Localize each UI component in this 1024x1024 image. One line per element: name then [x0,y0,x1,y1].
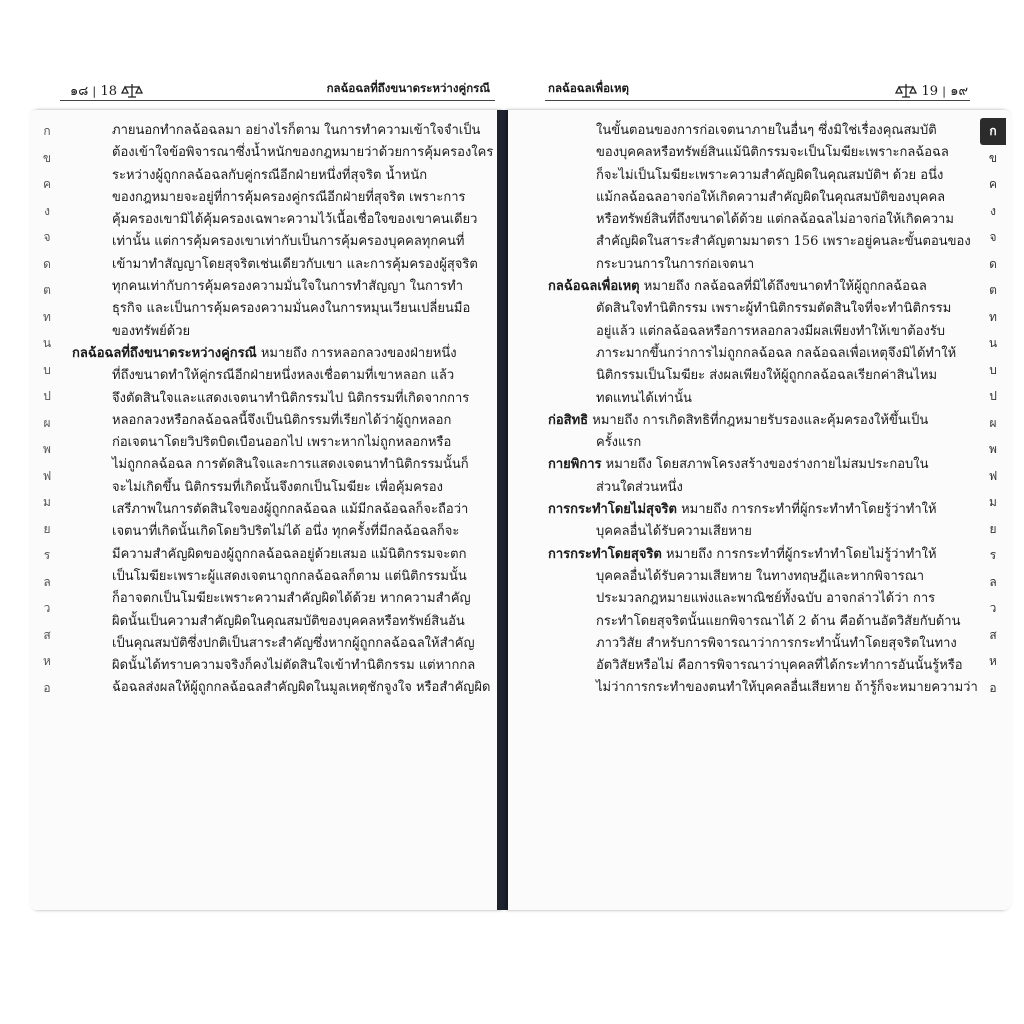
text-line [548,454,978,476]
right-thumb-index [980,118,1006,701]
line-text: ก็อาจตกเป็นโมฆียะเพราะความสำคัญผิดได้ด้วย หากความสำคัญ [112,591,471,607]
text-line [548,388,978,410]
line-text: ของบุคคลหรือทรัพย์สินแม้นิติกรรมจะเป็นโมฆียะเพราะกลฉ้อฉล [596,145,949,161]
right-body-text [548,120,978,700]
index-tab[interactable]: อ [989,680,997,695]
text-line [72,566,493,588]
line-text: ธุรกิจ และเป็นการคุ้มครองความมั่นคงในการหมุนเวียนเปลี่ยนมือ [112,301,471,317]
text-line [72,321,493,343]
index-tab[interactable]: ก [43,124,51,138]
line-text: เป็นโมฆียะเพราะผู้แสดงเจตนาถูกกลฉ้อฉลก็ตาม แต่นิติกรรมนั้น [112,568,467,584]
index-tab[interactable]: ฟ [988,468,998,483]
line-text: เข้ามาทำสัญญาโดยสุจริตเช่นเดียวกับเขา และการคุ้มครองผู้สุจริต [112,256,478,272]
text-line [72,611,493,633]
left-body-text [72,120,493,700]
text-line [548,499,978,521]
text-line [548,231,978,253]
line-text: หมายถึง กลฉ้อฉลที่มิได้ถึงขนาดทำให้ผู้ถูกกลฉ้อฉล [639,279,927,295]
right-page-number: 19 [921,84,939,99]
glossary-term: กายพิการ [548,457,602,473]
index-tab[interactable]: ส [989,627,997,642]
line-text: จึงตัดสินใจและแสดงเจตนาทำนิติกรรมไป นิติกรรมที่เกิดจากการ [112,390,470,406]
line-text: ไม่ถูกกลฉ้อฉล การตัดสินใจและการแสดงเจตนาทำนิติกรรมนั้นก็ [112,457,469,473]
text-line [548,298,978,320]
text-line [72,477,493,499]
text-line [548,588,978,610]
text-line [72,499,493,521]
left-running-title: กลฉ้อฉลที่ถึงขนาดระหว่างคู่กรณี [326,81,490,95]
glossary-term: การกระทำโดยสุจริต [548,546,662,562]
text-line [72,231,493,253]
text-line [548,343,978,365]
index-tab[interactable]: ว [989,601,997,615]
index-tab[interactable]: บ [43,362,51,377]
glossary-term: กลฉ้อฉลที่ถึงขนาดระหว่างคู่กรณี [72,345,257,361]
text-line [548,254,978,276]
index-tab[interactable]: ล [989,574,997,589]
text-line [548,611,978,633]
line-text: ที่ถึงขนาดทำให้คู่กรณีอีกฝ่ายหนึ่งหลงเชื่อตามที่เขาหลอก แล้ว [112,368,455,384]
line-text: หมายถึง การกระทำที่ผู้กระทำทำโดยไม่รู้ว่าทำให้ [661,546,937,562]
text-line [548,187,978,209]
index-tab[interactable]: ย [989,521,997,536]
line-text: คุ้มครองเขามิได้คุ้มครองเฉพาะความไว้เนื้อเชื่อใจของเขาคนเดียว [112,212,478,228]
text-line [548,142,978,164]
line-text: เจตนาที่เกิดนั้นเกิดโดยวิปริตไม่ได้ อนึ่ง ทุกครั้งที่มีกลฉ้อฉลก็จะ [112,524,460,540]
text-line [72,454,493,476]
text-line [72,120,493,142]
index-tab[interactable]: น [42,336,52,350]
line-text: ฉ้อฉลส่งผลให้ผู้ถูกกลฉ้อฉลสำคัญผิดในมูลเหตุชักจูงใจ หรือสำคัญผิด [112,680,491,696]
text-line [548,165,978,187]
line-text: แม้กลฉ้อฉลอาจก่อให้เกิดความสำคัญผิดในคุณสมบัติของบุคคล [596,189,946,205]
text-line [72,544,493,566]
line-text: อยู่แล้ว แต่กลฉ้อฉลหรือการหลอกลวงมีผลเพียงทำให้เขาต้องรับ [596,323,946,339]
line-text: ของทรัพย์ด้วย [112,323,191,339]
scales-icon [895,83,917,102]
line-text: เสรีภาพในการตัดสินใจของผู้ถูกกลฉ้อฉล แม้มีกลฉ้อฉลก็จะถือว่า [112,502,469,518]
line-text: หมายถึง การเกิดสิทธิที่กฎหมายรับรองและคุ้มครองให้ขึ้นเป็น [588,412,929,428]
text-line [548,120,978,142]
index-tab[interactable]: อ [43,680,51,695]
left-page-header: ๑๘ | 18 กลฉ้อฉลที่ถึงขนาดระหว่างคู่กรณี [70,80,490,102]
text-line [548,521,978,543]
right-running-title: กลฉ้อฉลเพื่อเหตุ [548,81,630,95]
line-text: ผิดนั้นเป็นความสำคัญผิดในคุณสมบัติของบุคคลหรือทรัพย์สินอัน [112,613,465,629]
line-text: หรือทรัพย์สินที่ถึงขนาดได้ด้วย แต่กลฉ้อฉลไม่อาจก่อให้เกิดความ [596,212,954,228]
index-tab[interactable]: ต [989,283,997,297]
line-text: หมายถึง โดยสภาพโครงสร้างของร่างกายไม่สมประกอบใน [601,457,929,473]
index-tab[interactable]: ก [980,118,1006,145]
text-line [548,365,978,387]
left-page-number-thai: ๑๘ [70,84,89,99]
line-text: ระหว่างผู้ถูกกลฉ้อฉลกับคู่กรณีอีกฝ่ายหนึ่งที่สุจริต น้ำหนัก [112,167,428,183]
line-text: ส่วนใดส่วนหนึ่ง [596,479,683,495]
index-tab[interactable]: ค [42,177,52,191]
index-tab[interactable]: ฟ [42,468,52,483]
text-line [72,388,493,410]
index-tab[interactable]: ง [44,203,50,218]
text-line [548,477,978,499]
text-line [72,276,493,298]
left-thumb-index [38,118,56,701]
text-line [72,254,493,276]
line-text: บุคคลอื่นได้รับความเสียหาย [596,524,752,540]
text-line [548,566,978,588]
text-line [72,588,493,610]
text-line [548,276,978,298]
text-line [72,633,493,655]
text-line [72,165,493,187]
text-line [548,432,978,454]
index-tab[interactable]: ข [988,150,998,165]
index-tab[interactable]: ป [43,389,51,403]
line-text: สำคัญผิดในสาระสำคัญตามมาตรา 156 เพราะอยู่คนละขั้นตอนของ [596,234,971,250]
text-line [548,410,978,432]
text-line [548,321,978,343]
index-tab[interactable]: ข [42,150,52,165]
line-text: บุคคลอื่นได้รับความเสียหาย ในทางทฤษฎีและหากพิจารณา [596,568,925,584]
glossary-term: กลฉ้อฉลเพื่อเหตุ [548,279,640,295]
line-text: ก็จะไม่เป็นโมฆียะเพราะความสำคัญผิดในคุณสมบัติฯ ด้วย อนึ่ง [596,167,944,183]
text-line [72,410,493,432]
index-tab[interactable]: ค [988,177,998,191]
line-text: กระบวนการในการก่อเจตนา [596,256,755,272]
text-line [548,544,978,566]
index-tab[interactable]: จ [989,230,997,244]
left-page-number: 18 [100,84,118,99]
line-text: ต้องเข้าใจข้อพิจารณาซึ่งน้ำหนักของกฎหมายว่าด้วยการคุ้มครองใคร [112,145,494,161]
line-text: ผิดนั้นได้ทราบความจริงก็คงไม่ตัดสินใจเข้าทำนิติกรรม แต่หากกล [112,658,476,674]
index-tab[interactable]: ล [43,574,51,589]
index-tab[interactable]: ม [43,495,51,509]
text-line [548,633,978,655]
text-line [548,677,978,699]
line-text: นิติกรรมเป็นโมฆียะ ส่งผลเพียงให้ผู้ถูกกลฉ้อฉลเรียกค่าสินไหม [596,368,938,384]
index-tab[interactable]: ต [43,283,51,297]
index-tab[interactable]: ร [989,548,997,562]
line-text: ภายนอกทำกลฉ้อฉลมา อย่างไรก็ตาม ในการทำความเข้าใจจำเป็น [112,123,481,138]
line-text: ไม่ว่าการกระทำของตนทำให้บุคคลอื่นเสียหาย ถ้ารู้ก็จะหมายความว่า [596,680,978,696]
index-tab[interactable]: น [988,336,998,350]
text-line [72,298,493,320]
text-line [72,432,493,454]
index-tab[interactable]: ส [43,627,51,642]
index-tab[interactable]: ห [43,654,51,668]
text-line [72,343,493,365]
line-text: กระทำโดยสุจริตนั้นแยกพิจารณาได้ 2 ด้าน คือด้านอัตวิสัยกับด้าน [596,613,961,629]
line-text: ตัดสินใจทำนิติกรรม เพราะผู้ทำนิติกรรมตัดสินใจที่จะทำนิติกรรม [596,301,952,317]
text-line [548,209,978,231]
line-text: ของกฎหมายจะอยู่ที่การคุ้มครองคู่กรณีอีกฝ่ายที่สุจริต เพราะการ [112,189,466,205]
scales-icon [121,83,143,102]
index-tab[interactable]: ย [43,521,51,536]
line-text: หมายถึง การหลอกลวงของฝ่ายหนึ่ง [256,345,457,361]
line-text: หมายถึง การกระทำที่ผู้กระทำทำโดยรู้ว่าทำให้ [676,502,937,518]
index-tab[interactable]: จ [43,230,51,244]
line-text: ก่อเจตนาโดยวิปริตบิดเบือนออกไป เพราะหากไม่ถูกหลอกหรือ [112,435,452,451]
line-text: จะไม่เกิดขึ้น นิติกรรมที่เกิดนั้นจึงตกเป็นโมฆียะ เพื่อคุ้มครอง [112,479,443,495]
text-line [72,209,493,231]
text-line [548,655,978,677]
index-tab[interactable]: ท [43,309,51,324]
line-text: ทดแทนได้เท่านั้น [596,390,692,406]
left-header-rule [60,100,495,101]
index-tab[interactable]: ป [989,389,997,403]
line-text: ครั้งแรก [596,435,642,451]
index-tab[interactable]: ผ [989,415,997,430]
text-line [72,142,493,164]
line-text: เท่านั้น แต่การคุ้มครองเขาเท่ากับเป็นการคุ้มครองบุคคลทุกคนที่ [112,234,465,250]
right-page-number-thai: ๑๙ [950,84,968,99]
glossary-term: ก่อสิทธิ [548,412,589,428]
line-text: หลอกลวงหรือกลฉ้อฉลนี้จึงเป็นนิติกรรมที่เรียกได้ว่าผู้ถูกหลอก [112,412,452,428]
line-text: มีความสำคัญผิดของผู้ถูกกลฉ้อฉลอยู่ด้วยเสมอ แม้นิติกรรมจะตก [112,546,467,562]
line-text: ทุกคนเท่ากับการคุ้มครองความมั่นใจในการทำสัญญา ในการทำ [112,279,464,295]
line-text: ภาระมากขึ้นกว่าการไม่ถูกกลฉ้อฉล กลฉ้อฉลเพื่อเหตุจึงมิได้ทำให้ [596,345,957,361]
index-tab[interactable]: ท [989,309,997,324]
line-text: อัตวิสัยหรือไม่ คือการพิจารณาว่าบุคคลที่ได้กระทำการอันนั้นรู้หรือ [596,658,963,674]
index-tab[interactable]: ผ [43,415,51,430]
right-page-header: กลฉ้อฉลเพื่อเหตุ 19 | ๑๙ [548,80,968,102]
index-tab[interactable]: ด [43,256,51,271]
line-text: ในขั้นตอนของการก่อเจตนาภายในอื่นๆ ซึ่งมิใช่เรื่องคุณสมบัติ [596,123,937,138]
line-text: เป็นคุณสมบัติซึ่งปกติเป็นสาระสำคัญซึ่งหากผู้ถูกกลฉ้อฉลให้สำคัญ [112,635,475,651]
text-line [72,365,493,387]
line-text: ภาววิสัย สำหรับการพิจารณาว่าการกระทำนั้นทำโดยสุจริตในทาง [596,635,957,651]
index-tab[interactable]: พ [989,442,997,456]
line-text: ประมวลกฎหมายแพ่งและพาณิชย์ทั้งฉบับ อาจกล่าวได้ว่า การ [596,591,936,607]
index-tab[interactable]: พ [43,442,51,456]
index-tab[interactable]: ห [989,654,997,668]
index-tab[interactable]: ง [990,203,996,218]
index-tab[interactable]: บ [989,362,997,377]
glossary-term: การกระทำโดยไม่สุจริต [548,502,677,518]
right-header-rule [545,100,970,101]
text-line [72,521,493,543]
index-tab[interactable]: ด [989,256,997,271]
index-tab[interactable]: ม [989,495,997,509]
index-tab[interactable]: ร [43,548,51,562]
index-tab[interactable]: ว [43,601,51,615]
text-line [72,187,493,209]
text-line [72,655,493,677]
text-line [72,677,493,699]
